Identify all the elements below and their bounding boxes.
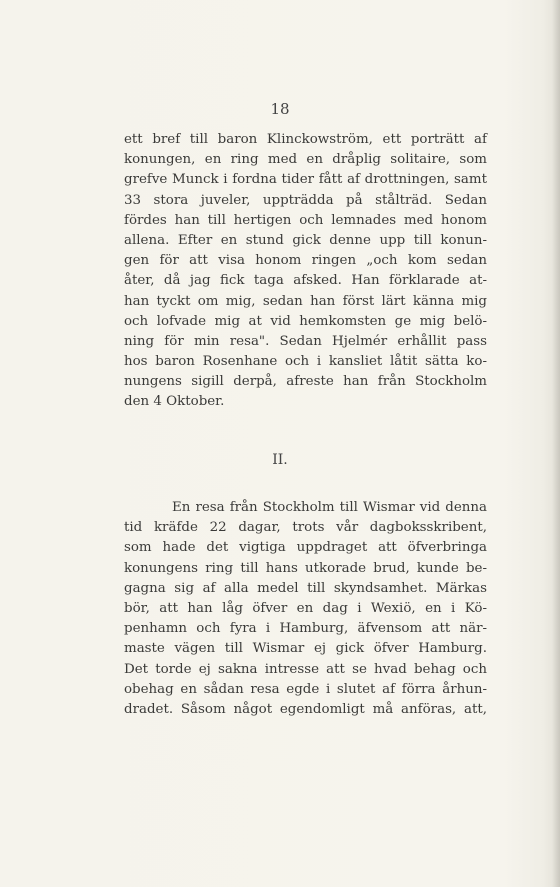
text-line: ett bref till baron Klinckowström, ett porträtt af	[124, 132, 487, 147]
text-line: penhamn och fyra i Hamburg, äfvensom att när-	[124, 621, 487, 637]
text-line: gagna sig af alla medel till skyndsamhet. Märkas	[124, 580, 487, 596]
text-line: han tyckt om mig, sedan han först lärt känna mig	[124, 293, 487, 309]
text-line: allena. Efter en stund gick denne upp till konun-	[124, 232, 487, 248]
text-line: konungens ring till hans utkorade brud, kunde be-	[124, 560, 487, 576]
section-heading: II.	[272, 452, 288, 468]
text-line: En resa från Stockholm till Wismar vid denna	[172, 500, 487, 515]
text-line: ning för min resa". Sedan Hjelmér erhållit pass	[124, 333, 487, 349]
text-line: åter, då jag fick taga afsked. Han förklarade at-	[124, 273, 487, 289]
text-line: tid kräfde 22 dagar, trots vår dagboksskribent,	[124, 520, 487, 536]
text-line: hos baron Rosenhane och i kansliet låtit sätta ko-	[124, 354, 487, 370]
text-line: bör, att han låg öfver en dag i Wexiö, en i Kö-	[124, 600, 487, 616]
text-line: 33 stora juveler, uppträdda på stålträd. Sedan	[124, 192, 487, 208]
paragraph-1	[124, 130, 487, 413]
text-line: konungen, en ring med en dråplig solitaire, som	[124, 152, 487, 168]
text-line: grefve Munck i fordna tider fått af drottningen, samt	[124, 172, 487, 188]
text-line: den 4 Oktober.	[124, 394, 225, 410]
text-line: som hade det vigtiga uppdraget att öfverbringa	[124, 540, 487, 556]
text-line: dradet. Såsom något egendomligt må anföras, att,	[124, 701, 487, 717]
text-line: och lofvade mig at vid hemkomsten ge mig belö-	[124, 313, 487, 329]
text-line: obehag en sådan resa egde i slutet af förra århun-	[124, 681, 487, 697]
text-line: gen för att visa honom ringen „och kom sedan	[124, 253, 487, 269]
text-line: fördes han till hertigen och lemnades med honom	[124, 212, 487, 228]
page-number: 18	[270, 100, 290, 118]
text-line: nungens sigill derpå, afreste han från Stockholm	[124, 374, 487, 390]
page-edge-shadow	[552, 0, 560, 887]
text-line: Det torde ej sakna intresse att se hvad behag och	[124, 661, 487, 677]
text-line: maste vägen till Wismar ej gick öfver Hamburg.	[124, 641, 487, 657]
paragraph-2	[124, 498, 487, 720]
